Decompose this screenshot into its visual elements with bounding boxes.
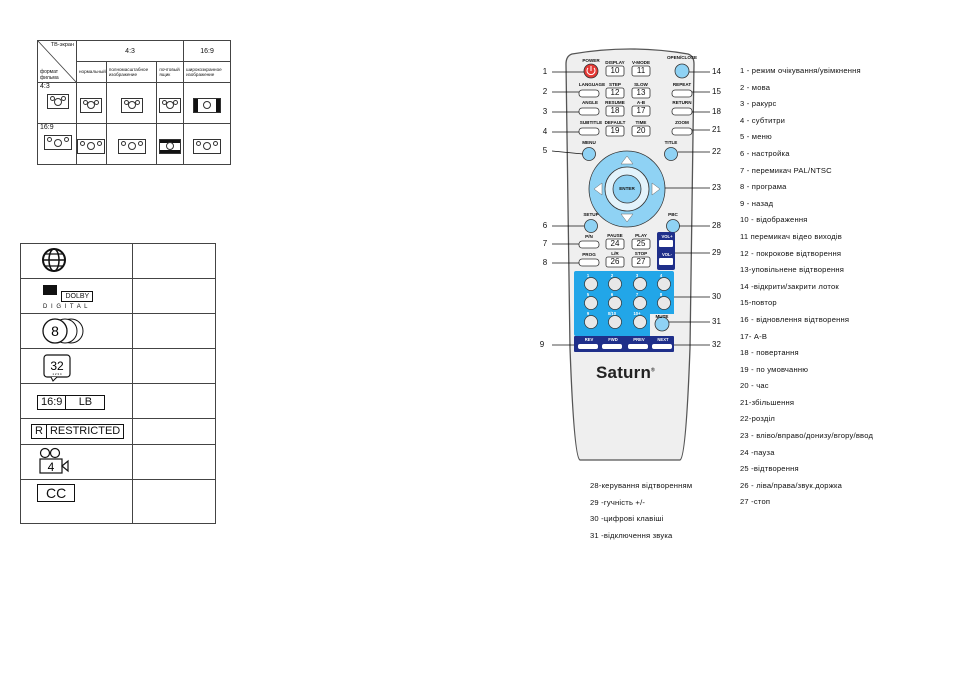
letterbox-screen-icon: [159, 139, 181, 154]
cell-16-9-wide: [184, 124, 231, 165]
legend-item: 17- А-В: [740, 331, 768, 341]
cell-4-3-normal: [77, 83, 107, 124]
stop-button-label: STOP: [634, 251, 648, 256]
wide-screen-icon: [44, 135, 72, 150]
legend-item: 21-збільшення: [740, 397, 795, 407]
aspect-table-corner: [38, 41, 77, 83]
blank-cell: [133, 445, 216, 480]
legend-item: 26 - ліва/права/звук.доржка: [740, 480, 843, 490]
legend-item: 5 - меню: [740, 132, 772, 142]
callout-22: 22: [712, 147, 721, 156]
aspect-logo-lb: LB: [65, 395, 105, 410]
slow-button-label: SLOW: [634, 82, 648, 87]
cell-16-9-normal: [77, 124, 107, 165]
row-4-3: [38, 83, 77, 124]
power-button[interactable]: POWER: [582, 58, 600, 63]
wide-screen-icon: [193, 139, 221, 154]
mute-shape: [655, 317, 669, 331]
default-button[interactable]: 19: [610, 126, 620, 135]
blank-cell: [133, 244, 216, 279]
repeat-button[interactable]: REPEAT: [672, 82, 692, 87]
lr-button[interactable]: 26: [610, 257, 620, 266]
header-4-3: 4:3: [77, 41, 184, 62]
legend-item: 16 - відновлення відтворення: [740, 314, 850, 324]
setup-button[interactable]: SETUP: [583, 212, 599, 217]
subheader-fullscreen: полномасштабное изображение: [106, 62, 157, 83]
screen-icon: [47, 94, 69, 109]
tv-screen-label: ТВ-экран: [50, 42, 74, 48]
dolby-logo: [43, 285, 93, 310]
legend-item: 7 - перемикач PAL/NTSC: [740, 165, 832, 175]
digit-3-button[interactable]: 3: [635, 273, 639, 278]
callout-28: 28: [712, 221, 721, 230]
legend-item: 15-повтор: [740, 298, 777, 308]
closed-caption-logo: [37, 484, 75, 503]
digit-8-button[interactable]: 8: [659, 292, 663, 297]
region-number: 8: [51, 323, 59, 339]
aspect-logo: [37, 392, 105, 410]
callout-32: 32: [712, 340, 721, 349]
legend-item: 9 - назад: [740, 198, 774, 208]
legend-item: 8 - програма: [740, 182, 787, 192]
legend-item: 23 - вліво/вправо/донизу/вгору/ввод: [740, 431, 874, 441]
screen-icon: [159, 98, 181, 113]
header-16-9: 16:9: [184, 41, 231, 62]
legend-item: 2 - мова: [740, 82, 771, 92]
pn-button[interactable]: P/N: [585, 234, 593, 239]
aspect-ratio-table: [37, 40, 231, 165]
resume-button[interactable]: 18: [610, 106, 620, 115]
callout-8: 8: [542, 258, 548, 267]
slow-button[interactable]: 13: [636, 88, 646, 97]
callout-18: 18: [712, 107, 721, 116]
legend-item: 25 -відтворення: [740, 464, 799, 474]
digit-6-button[interactable]: 6: [610, 292, 614, 297]
language-button[interactable]: LANGUAGE: [578, 82, 606, 87]
angles-number: 4: [47, 460, 55, 474]
callout-3: 3: [542, 107, 548, 116]
digit-1-button[interactable]: 1: [586, 273, 590, 278]
play-button[interactable]: 25: [636, 239, 646, 248]
rating-logo: [31, 424, 124, 439]
callout-31: 31: [712, 317, 721, 326]
languages-icon: [43, 354, 71, 382]
vmode-button[interactable]: 11: [636, 66, 646, 75]
legend-item: 14 -відкрити/закрити лоток: [740, 281, 839, 291]
callout-29: 29: [712, 248, 721, 257]
rating-text: RESTRICTED: [47, 424, 124, 439]
blank-cell: [133, 349, 216, 384]
setup-shape: [585, 220, 598, 233]
button-legend: [740, 63, 873, 511]
callout-14: 14: [712, 67, 721, 76]
vol-plus-button[interactable]: VOL+: [661, 234, 673, 239]
dolby-cell: [21, 279, 133, 314]
stop-button[interactable]: 27: [636, 257, 646, 266]
wide-screen-icon: [118, 139, 146, 154]
legend-item: 12 - покрокове відтворення: [740, 248, 842, 258]
display-button-label: DISPLAY: [605, 60, 625, 65]
cell-4-3-wide: [184, 83, 231, 124]
callout-1: 1: [542, 67, 548, 76]
cc-text: CC: [37, 484, 75, 502]
digit-2-button[interactable]: 2: [610, 273, 614, 278]
rating-cell: [21, 419, 133, 445]
digit-4-button[interactable]: 4: [659, 273, 663, 278]
blank-cell: [133, 314, 216, 349]
legend-item: 24 -пауза: [740, 447, 775, 457]
legend-item: 11 перемикач відео виходів: [740, 231, 842, 241]
aspect-logo-cell: [21, 384, 133, 419]
legend-item: 22-розділ: [740, 414, 776, 424]
callout-30: 30: [712, 292, 721, 301]
callout-4: 4: [542, 127, 548, 136]
languages-number: 32: [50, 359, 64, 373]
brand-mark: ®: [651, 367, 655, 374]
dvd-globe-cell: [21, 244, 133, 279]
fwd-button[interactable]: FWD: [608, 337, 618, 342]
region-cell: [21, 314, 133, 349]
dolby-dd-icon: [43, 285, 57, 295]
step-button-label: STEP: [609, 82, 621, 87]
camera-angles-icon: [37, 447, 71, 477]
cell-16-9-letterbox: [157, 124, 184, 165]
row-label-16-9: 16:9: [40, 124, 54, 131]
subheader-widescreen: широкоэкранное изображение: [184, 62, 231, 83]
angle-button[interactable]: ANGLE: [581, 100, 599, 105]
legend-item: 29 -гучність +/-: [590, 497, 646, 507]
cc-cell: [21, 480, 133, 524]
blank-cell: [133, 419, 216, 445]
rating-letter: R: [31, 424, 47, 439]
subtitle-button[interactable]: SUBTITLE: [579, 120, 603, 125]
blank-cell: [133, 279, 216, 314]
row-16-9: [38, 124, 77, 165]
pause-button[interactable]: 24: [610, 239, 620, 248]
digit-10plus-button[interactable]: 10+: [633, 311, 641, 316]
legend-item: 30 -цифрові клавіші: [590, 514, 664, 524]
callout-15: 15: [712, 87, 721, 96]
display-button[interactable]: 10: [610, 66, 620, 75]
time-button[interactable]: 20: [636, 126, 646, 135]
legend-item: 4 - субтитри: [740, 115, 786, 125]
digit-5-button[interactable]: 5: [586, 292, 590, 297]
dolby-top-text: DOLBY: [61, 291, 93, 302]
callout-7: 7: [542, 239, 548, 248]
callout-5: 5: [542, 146, 548, 155]
subheader-normal: нормальный: [77, 62, 107, 83]
callout-21: 21: [712, 125, 721, 134]
digit-7-button[interactable]: 7: [635, 292, 639, 297]
region-code-icon: [41, 317, 85, 345]
vol-minus-button[interactable]: VOL-: [661, 252, 672, 257]
pause-button-label: PAUSE: [607, 233, 623, 238]
blank-cell: [133, 384, 216, 419]
cell-4-3-full: [106, 83, 157, 124]
lr-button-label: L/R: [611, 251, 619, 256]
screen-icon: [121, 98, 143, 113]
return-button[interactable]: RETURN: [672, 100, 692, 105]
zoom-button[interactable]: ZOOM: [675, 120, 689, 125]
vmode-button-label: V-MODE: [631, 60, 651, 65]
legend-item: 18 - повертання: [740, 348, 799, 358]
aspect-logo-ratio: 16:9: [37, 395, 65, 410]
step-button[interactable]: 12: [610, 88, 620, 97]
subheader-letterbox: почтовый ящик: [157, 62, 184, 83]
dolby-bottom-text: D I G I T A L: [43, 304, 89, 310]
legend-item: 13-уповільнене відтворення: [740, 265, 845, 275]
time-button-label: TIME: [635, 120, 647, 125]
screen-icon: [80, 98, 102, 113]
mute-button[interactable]: MUTE: [655, 314, 669, 319]
default-button-label: DEFAULT: [604, 120, 626, 125]
legend-item: 10 - відображення: [740, 215, 808, 225]
wide-screen-icon: [77, 139, 105, 154]
digit-0-button[interactable]: 0/10: [607, 311, 617, 316]
legend-item: 19 - по умовчанню: [740, 364, 809, 374]
pillarbox-screen-icon: [193, 98, 221, 113]
ab-button[interactable]: 17: [636, 106, 646, 115]
pbc-shape: [667, 220, 680, 233]
legend-item: 31 -відключення звука: [590, 530, 673, 540]
legend-item: 28-керування відтворенням: [590, 481, 693, 490]
prev-button[interactable]: PREV: [633, 337, 645, 342]
prog-button[interactable]: PROG: [582, 252, 596, 257]
enter-button[interactable]: ENTER: [619, 186, 635, 191]
next-button[interactable]: NEXT: [657, 337, 669, 342]
dvd-globe-icon: [41, 247, 67, 273]
callout-23: 23: [712, 183, 721, 192]
remote-control-graphic: [540, 48, 720, 468]
open-close-button[interactable]: OPEN/CLOSE: [666, 55, 698, 60]
cell-16-9-full: [106, 124, 157, 165]
play-button-label: PLAY: [635, 233, 647, 238]
disc-symbols-table: [20, 243, 216, 524]
legend-item: 27 -стоп: [740, 497, 771, 507]
menu-shape: [583, 148, 596, 161]
ab-button-label: A-B: [636, 100, 646, 105]
callout-6: 6: [542, 221, 548, 230]
resume-button-label: RESUME: [605, 100, 625, 105]
legend-item: 1 - режим очікування/увімкнення: [740, 66, 861, 75]
rev-button[interactable]: REV: [584, 337, 594, 342]
callout-2: 2: [542, 87, 548, 96]
row-label-4-3: 4:3: [40, 83, 50, 90]
legend-item: 3 - ракурс: [740, 99, 777, 109]
callout-9: 9: [539, 340, 545, 349]
brand-logo: [596, 363, 655, 383]
blank-cell: [133, 480, 216, 524]
languages-cell: [21, 349, 133, 384]
svg-text:1 2 3 4: 1 2 3 4: [52, 372, 62, 376]
angles-cell: [21, 445, 133, 480]
brand-name: Saturn: [596, 363, 652, 382]
title-button[interactable]: TITLE: [664, 140, 678, 145]
film-format-label: формат фильма: [40, 69, 59, 81]
legend-item: 20 - час: [740, 381, 769, 391]
menu-button[interactable]: MENU: [582, 140, 596, 145]
button-legend-bottom: [590, 478, 692, 544]
digit-9-button[interactable]: 9: [586, 311, 590, 316]
legend-item: 6 - настройка: [740, 148, 790, 158]
pbc-button[interactable]: PBC: [668, 212, 678, 217]
open-close-shape: [675, 64, 689, 78]
title-shape: [665, 148, 678, 161]
cell-4-3-letterbox: [157, 83, 184, 124]
